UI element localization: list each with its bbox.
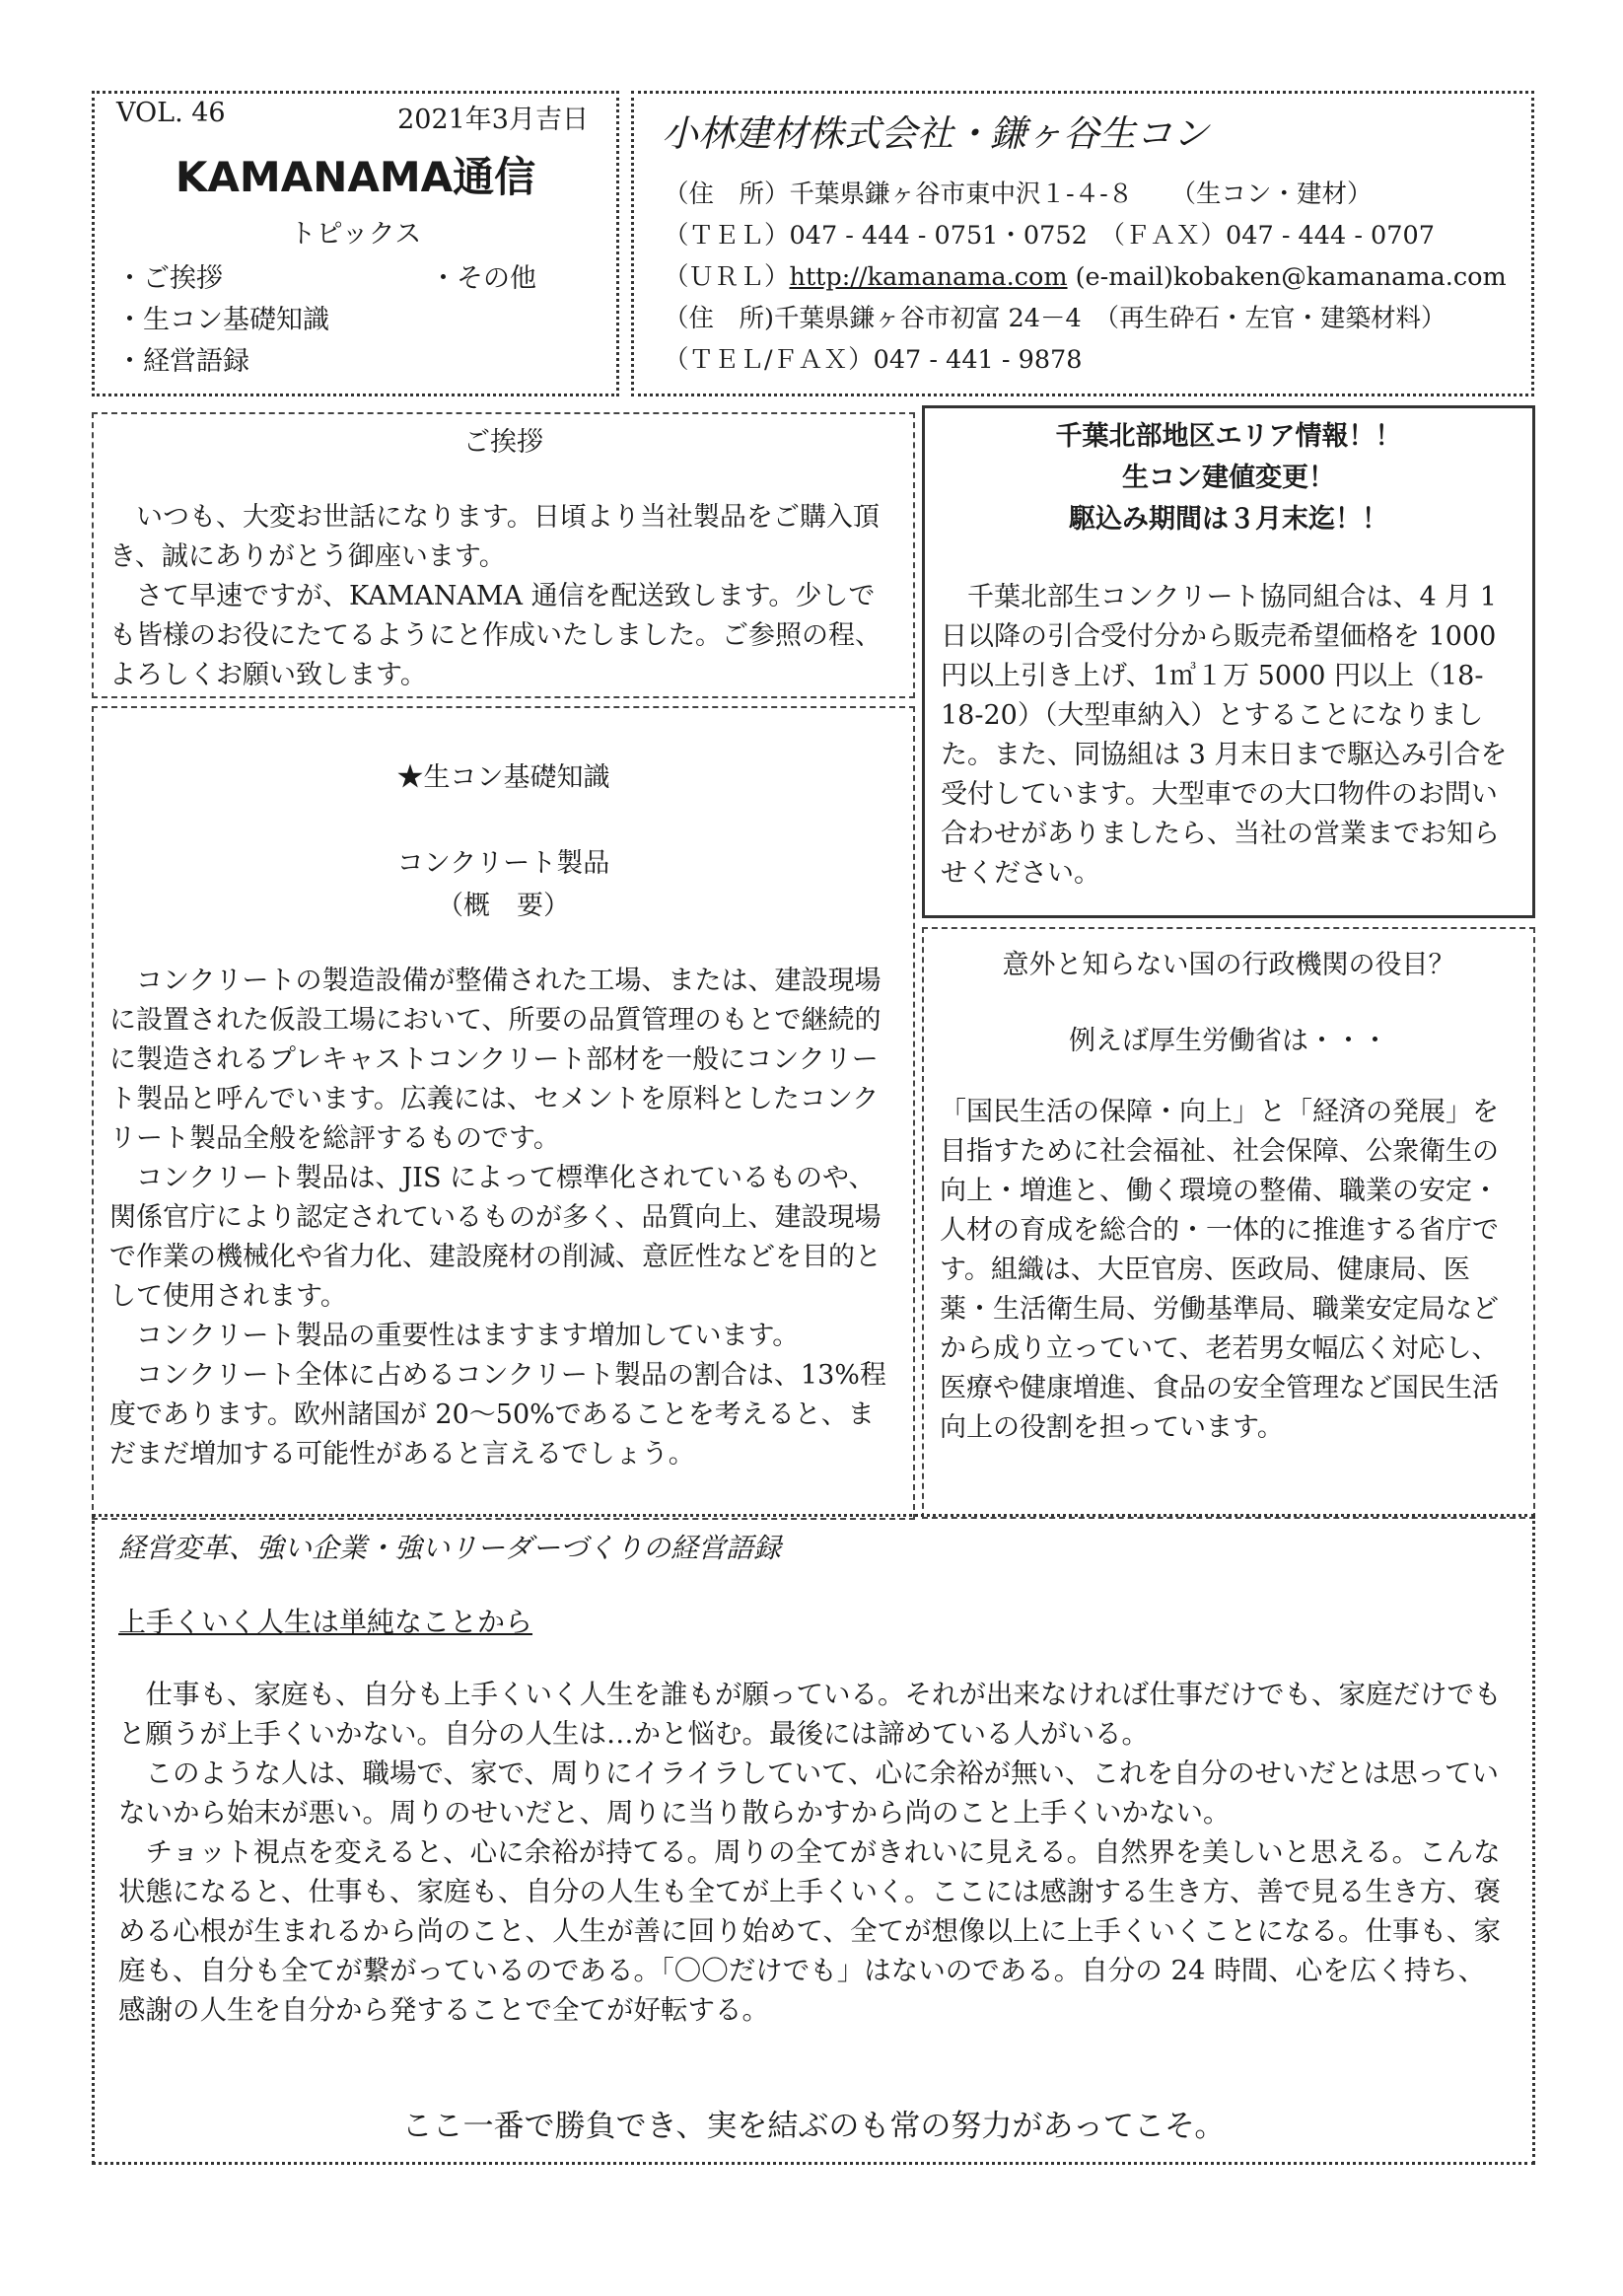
company-telfax: （ＴＥＬ/ＦＡＸ）047 - 441 - 9878 bbox=[664, 345, 1083, 375]
greeting-section bbox=[92, 412, 915, 698]
company-address-1: （住 所）千葉県鎌ヶ谷市東中沢１-４-８ （生コン・建材） bbox=[664, 179, 1373, 209]
newsletter-title: KAMANAMA通信 bbox=[175, 153, 536, 201]
url-label: （ＵＲＬ） bbox=[664, 262, 790, 292]
ministry-subheading: 例えば厚生労働省は・・・ bbox=[1069, 1026, 1388, 1056]
company-address-2: （住 所)千葉県鎌ヶ谷市初富 24－4 （再生砕石・左官・建築材料） bbox=[664, 304, 1447, 333]
area-body: 千葉北部生コンクリート協同組合は、4 月 1 日以降の引合受付分から販売希望価格を 1000 円以上引き上げ、1㎥１万 5000 円以上（18-18-20）（大型車納入）とすることになりました。また、同協組は 3 月末日まで駆込み引合を受付しています。大型車での大口物件のお問い合わせがありましたら、当社の営業までお知らせください。 bbox=[941, 582, 1508, 889]
masthead-box bbox=[92, 91, 619, 396]
topic-item: ・経営語録 bbox=[116, 346, 249, 377]
area-heading: 千葉北部地区エリア情報！！ bbox=[1055, 421, 1402, 452]
company-name: 小林建材株式会社・鎌ヶ谷生コン bbox=[662, 112, 1209, 155]
basics-paragraph: コンクリート製品の重要性はますます増加しています。 bbox=[109, 1321, 800, 1351]
basics-paragraph: コンクリート製品は、JIS によって標準化されているものや、関係官庁により認定されているものが多く、品質向上、建設現場で作業の機械化や省力化、建設廃材の削減、意匠性などを目的として使用されます。 bbox=[109, 1163, 882, 1312]
issue-date: 2021年3月吉日 bbox=[397, 105, 589, 135]
basics-paragraph: コンクリート全体に占めるコンクリート製品の割合は、13%程度であります。欧州諸国が 20～50%であることを考えると、まだまだ増加する可能性があると言えるでしょう。 bbox=[109, 1360, 886, 1470]
greeting-heading: ご挨拶 bbox=[463, 427, 543, 458]
basics-heading: ★生コン基礎知識 bbox=[396, 762, 610, 793]
volume-number: VOL. 46 bbox=[116, 98, 226, 128]
ministry-section bbox=[922, 927, 1535, 1519]
topic-item: ・生コン基礎知識 bbox=[116, 305, 329, 335]
website-link[interactable]: http://kamanama.com bbox=[789, 262, 1068, 292]
management-title: 経営変革、強い企業・強いリーダーづくりの経営語録 bbox=[118, 1532, 782, 1564]
management-paragraph: このような人は、職場で、家で、周りにイライラしていて、心に余裕が無い、これを自分のせいだとは思っていないから始末が悪い。周りのせいだと、周りに当り散らかすから尚のこと上手くいかない。 bbox=[118, 1758, 1500, 1829]
topics-heading: トピックス bbox=[289, 219, 422, 250]
company-tel-fax: （ＴＥＬ）047 - 444 - 0751・0752 （ＦＡＸ）047 - 444 - 0707 bbox=[664, 221, 1435, 251]
greeting-paragraph: いつも、大変お世話になります。日頃より当社製品をご購入頂き、誠にありがとう御座います。 bbox=[109, 502, 880, 572]
greeting-paragraph: さて早速ですが、KAMANAMA 通信を配送致します。少しでも皆様のお役にたてるようにと作成いたしました。ご参照の程、よろしくお願い致します。 bbox=[109, 581, 882, 690]
basics-subheading-overview: （概 要） bbox=[437, 891, 570, 921]
company-info-box bbox=[631, 91, 1534, 396]
area-heading: 駆込み期間は３月末迄！！ bbox=[1069, 504, 1388, 535]
area-info-section bbox=[922, 405, 1535, 918]
ministry-body: 「国民生活の保障・向上」と「経済の発展」を目指すために社会福祉、社会保障、公衆衛生の向上・増進と、働く環境の整備、職業の安定・人材の育成を総合的・一体的に推進する省庁です。組織は、大臣官房、医政局、健康局、医薬・生活衛生局、労働基準局、職業安定局などから成り立っていて、老若男女幅広く対応し、医療や健康増進、食品の安全管理など国民生活向上の役割を担っています。 bbox=[940, 1097, 1499, 1443]
basics-paragraph: コンクリートの製造設備が整備された工場、または、建設現場に設置された仮設工場において、所要の品質管理のもとで継続的に製造されるプレキャストコンクリート部材を一般にコンクリート製品と呼んでいます。広義には、セメントを原料としたコンクリート製品全般を総評するものです。 bbox=[109, 966, 882, 1154]
topic-item: ・その他 bbox=[430, 263, 536, 294]
management-subtitle: 上手くいく人生は単純なことから bbox=[118, 1606, 533, 1638]
ministry-heading: 意外と知らない国の行政機関の役目？ bbox=[1002, 950, 1455, 980]
closing-motto: ここ一番で勝負でき、実を結ぶのも常の努力があってこそ。 bbox=[401, 2109, 1226, 2144]
management-paragraph: 仕事も、家庭も、自分も上手くいく人生を誰もが願っている。それが出来なければ仕事だけでも、家庭だけでもと願うが上手くいかない。自分の人生は…かと悩む。最後には諦めている人がいる。 bbox=[118, 1679, 1502, 1750]
email-text: (e-mail)kobaken@kamanama.com bbox=[1067, 262, 1507, 292]
basics-subheading: コンクリート製品 bbox=[396, 848, 610, 879]
management-quotes-section bbox=[92, 1514, 1535, 2165]
management-paragraph: チョット視点を変えると、心に余裕が持てる。周りの全てがきれいに見える。自然界を美しいと思える。こんな状態になると、仕事も、家庭も、自分の人生も全てが上手くいく。ここには感謝する生き方、善で見る生き方、褒める心根が生まれるから尚のこと、人生が善に回り始めて、全てが想像以上に上手くいくことになる。仕事も、家庭も、自分も全てが繋がっているのである。「〇〇だけでも」はないのである。自分の 24 時間、心を広く持ち、感謝の人生を自分から発することで全てが好転する。 bbox=[118, 1836, 1501, 2026]
company-url-line bbox=[664, 257, 1507, 293]
topic-item: ・ご挨拶 bbox=[116, 263, 223, 294]
area-heading: 生コン建値変更！ bbox=[1122, 463, 1335, 493]
concrete-basics-section bbox=[92, 706, 915, 1520]
